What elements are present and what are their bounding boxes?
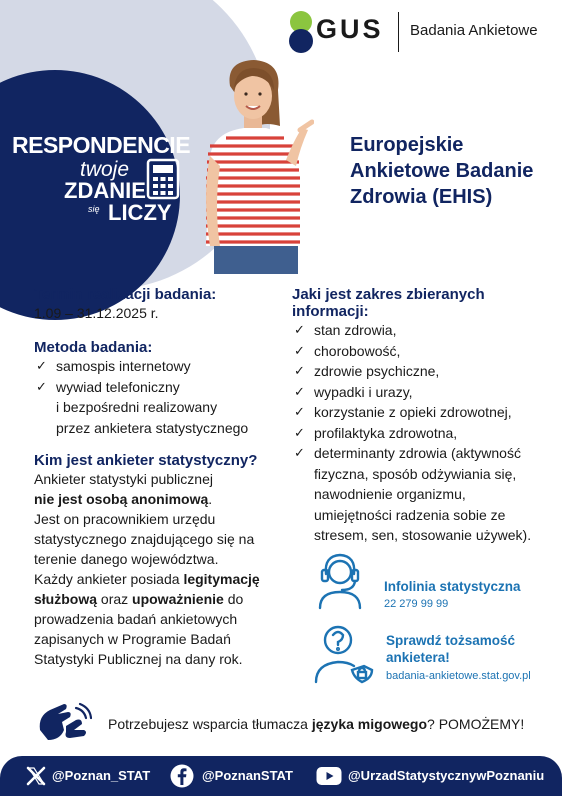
x-handle[interactable]: @Poznan_STAT [52,768,151,783]
check-icon: ✓ [294,445,305,460]
list-item: ✓ wywiad telefoniczny i bezpośredni realizowany przez ankietera statystycznego [36,378,249,436]
logo-subtitle: Badania Ankietowe [410,22,538,39]
youtube-handle[interactable]: @UrzadStatystycznywPoznaniu [348,768,545,783]
term-value: 1.09 – 31.12.2025 r. [34,305,159,321]
scope-list [292,320,554,546]
list-item: ✓ chorobowość, [292,341,554,362]
term-heading: Termin realizacji badania: [34,286,217,303]
headset-agent-icon [312,550,368,610]
youtube-icon[interactable] [316,766,342,786]
facebook-icon[interactable] [170,764,194,788]
badge-sie: się [88,204,100,214]
x-logo-icon[interactable] [26,766,46,786]
facebook-handle[interactable]: @PoznanSTAT [202,768,293,783]
check-icon: ✓ [294,383,305,399]
gus-logo-text: GUS [316,14,384,44]
verify-title: Sprawdź tożsamość ankietera! [386,633,516,665]
check-icon: ✓ [294,322,305,337]
badge-respondencie: RESPONDENCIE [12,132,191,158]
logo-divider [398,12,399,52]
interviewer-text: Ankieter statystyki publicznej nie jest osobą anonimową. Jest on pracownikiem urzędu statystycznego znajdującego się na terenie danego województwa. Każdy ankieter posiada legitymację służbową oraz upoważnienie do prowadzenia badań ankietowych zapisanych w Programie Badań Statystyki Publicznej na dany rok. [34,471,260,667]
method-list [34,356,284,438]
survey-title [350,132,550,210]
check-icon: ✓ [294,342,305,358]
sign-language-text: Potrzebujesz wsparcia tłumacza języka migowego? POMOŻEMY! [108,716,525,732]
badge-twoje: twoje [80,158,130,181]
right-column [292,286,554,546]
survey-title-line: Zdrowia (EHIS) [350,186,493,208]
check-icon: ✓ [36,358,47,373]
sign-language-icon [36,700,92,746]
identity-check-icon [312,620,374,684]
list-item: ✓ zdrowie psychiczne, [292,361,554,382]
list-item: ✓ korzystanie z opieki zdrowotnej, [292,402,554,423]
left-column [34,286,284,669]
check-icon: ✓ [36,378,47,394]
calculator-icon [146,158,180,200]
woman-pointing-illustration [196,56,314,274]
hotline-title: Infolinia statystyczna [384,579,521,594]
hotline-phone[interactable]: 22 279 99 99 [384,598,449,610]
survey-title-line: Ankietowe Badanie [350,160,534,182]
list-item: ✓ profilaktyka zdrowotna, [292,423,554,444]
list-item: ✓ determinanty zdrowia (aktywność fizyczna, sposób odżywiania się, nawodnienie organizmu, umiejętności radzenia sobie ze stresem, sen, stosowanie używek). [294,445,532,543]
interviewer-heading: Kim jest ankieter statystyczny? [34,452,258,469]
list-item: ✓ wypadki i urazy, [292,382,554,403]
verify-url[interactable]: badania-ankietowe.stat.gov.pl [386,670,531,682]
check-icon: ✓ [294,363,305,378]
list-item: ✓ stan zdrowia, [292,320,554,341]
survey-title-line: Europejskie [350,134,464,156]
badge-liczy: LICZY [108,200,172,225]
scope-heading: Jaki jest zakres zbieranych informacji: [292,286,485,320]
method-heading: Metoda badania: [34,339,153,356]
check-icon: ✓ [294,424,305,440]
badge-zdanie: ZDANIE [64,178,146,203]
gus-logo-icon [286,10,316,54]
check-icon: ✓ [294,404,305,419]
list-item: ✓ samospis internetowy [34,356,284,377]
